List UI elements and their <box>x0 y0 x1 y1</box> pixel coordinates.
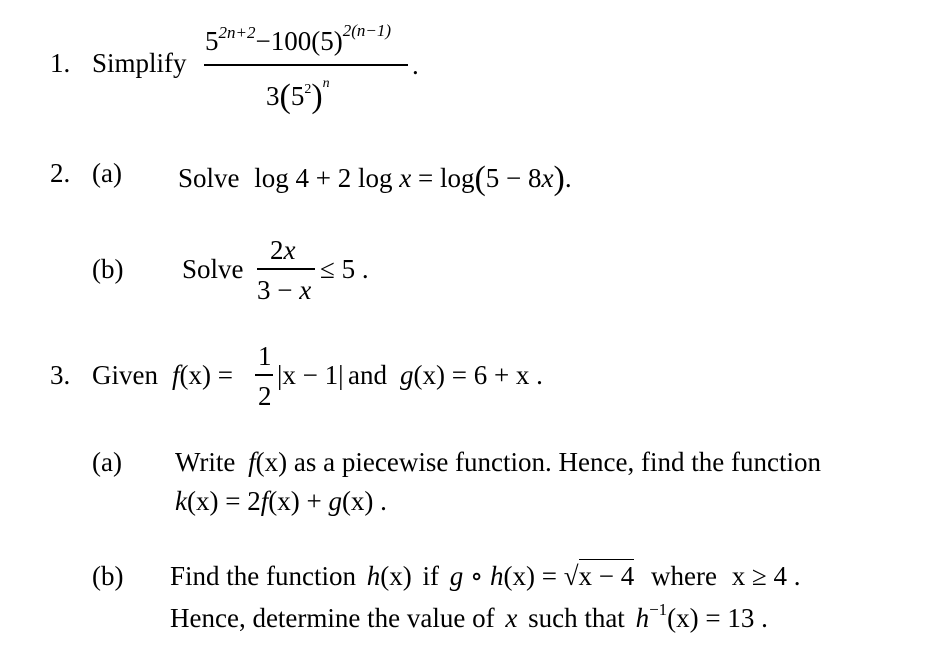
q3b-line1-hx: (x) <box>380 561 412 591</box>
q2a-expr-x: x <box>399 163 412 193</box>
q3b-line1-sqrt: √ <box>563 561 579 591</box>
q1-num-mid: −100(5) <box>255 26 343 56</box>
q3a-line2-kx: (x) = 2 <box>186 486 261 516</box>
q3a-line1-pre: Write <box>175 447 236 477</box>
q3a-line1 <box>175 449 821 476</box>
q1-num-exp1: 2n+2 <box>218 23 256 42</box>
q3-half-den: 2 <box>258 381 272 411</box>
q3-f-def <box>172 362 233 389</box>
q3b-line2-pre: Hence, determine the value of <box>170 603 495 633</box>
q3-g-rest: (x) = 6 + x . <box>413 360 543 390</box>
q3b-line2-x: x <box>505 603 518 633</box>
q1-den-lparen: ( <box>279 78 291 115</box>
q2a-end-dot: . <box>564 163 572 193</box>
q2a-label: (a) <box>92 158 122 188</box>
q1-num-base1: 5 <box>205 26 219 56</box>
q2b-verb: Solve <box>182 254 244 284</box>
q3b-line1-g: g <box>449 561 464 591</box>
q3-given: Given <box>92 360 158 390</box>
q2b-rhs: ≤ 5 . <box>320 254 369 284</box>
q2b-fraction-bar <box>257 268 315 270</box>
q3b-label: (b) <box>92 561 124 591</box>
q3-g-name: g <box>400 360 414 390</box>
q1-numerator <box>205 21 391 56</box>
q2b-denominator <box>257 277 311 304</box>
q3a-line2-g: g <box>328 486 342 516</box>
q3-abs-expr: |x − 1| <box>277 360 344 390</box>
q3-f-name: f <box>172 360 180 390</box>
q3b-line1-hx2: (x) = <box>503 561 557 591</box>
q1-label: Simplify <box>92 48 187 78</box>
q3b-line2 <box>170 600 768 633</box>
q1-num-exp2: 2(n−1) <box>342 21 391 40</box>
q1-fraction-bar <box>204 64 408 66</box>
q3b-line1-rad: x − 4 <box>578 561 635 591</box>
q3b-line1-h2: h <box>489 561 504 591</box>
q2a-expr-left: log 4 + 2 log <box>254 163 400 193</box>
q3a-label: (a) <box>92 447 122 477</box>
q2b-numerator <box>270 237 295 264</box>
q3-half-num: 1 <box>258 341 272 371</box>
q3a-line1-post: as a piecewise function. Hence, find the function <box>293 447 821 477</box>
q3b-line1-where: where <box>651 561 717 591</box>
q3b-line1-cond: x ≥ 4 . <box>731 561 801 591</box>
q3b-line2-h: h <box>635 603 650 633</box>
q3a-line2-k: k <box>175 486 187 516</box>
q1-end-dot: . <box>412 50 419 80</box>
q3-and: and <box>348 360 387 390</box>
q2a-paren-l: ( <box>474 160 486 197</box>
q3-g-def <box>400 362 543 389</box>
q1-den-rparen: ) <box>311 78 323 115</box>
q3b-line1 <box>170 563 801 590</box>
q2a-content <box>178 160 572 197</box>
q2-number: 2. <box>50 158 71 188</box>
q3a-line2 <box>175 488 387 515</box>
q3-half-bar <box>255 374 273 376</box>
q1-den-base: 5 <box>290 81 305 111</box>
q3b-line1-pre: Find the function <box>170 561 356 591</box>
q3b-line2-rest: (x) = 13 . <box>667 603 768 633</box>
q3a-line2-fx: (x) + <box>268 486 329 516</box>
q3a-line2-gx: (x) . <box>341 486 387 516</box>
q3a-line1-f: f <box>248 447 256 477</box>
q2a-paren-r: ) <box>553 160 565 197</box>
q3-number: 3. <box>50 360 71 390</box>
q3-f-arg: (x) = <box>179 360 233 390</box>
q1-number: 1. <box>50 48 71 78</box>
q2b-num-x: x <box>283 235 296 265</box>
q2a-inner-x: x <box>541 163 554 193</box>
q3b-line1-h: h <box>366 561 381 591</box>
q3a-line2-f: f <box>260 486 269 516</box>
q2a-expr-eq: = log <box>411 163 475 193</box>
q2b-den-const: 3 − <box>257 275 300 305</box>
q2b-den-x: x <box>299 275 312 305</box>
q3b-line1-if: if <box>422 561 439 591</box>
q3b-line2-inv: −1 <box>649 600 668 619</box>
q2b-label: (b) <box>92 254 124 284</box>
q1-den-coef: 3 <box>266 81 280 111</box>
q3a-line1-fx: (x) <box>255 447 288 477</box>
q3b-line1-comp: ∘ <box>469 561 484 591</box>
q1-den-outer-exp: n <box>322 76 330 91</box>
q1-denominator <box>266 76 330 115</box>
q2b-num-coef: 2 <box>270 235 284 265</box>
q3b-line2-mid: such that <box>528 603 625 633</box>
q1-den-inner-exp: 2 <box>304 82 312 97</box>
q2a-inner: 5 − 8 <box>485 163 542 193</box>
q2a-verb: Solve <box>178 163 240 193</box>
